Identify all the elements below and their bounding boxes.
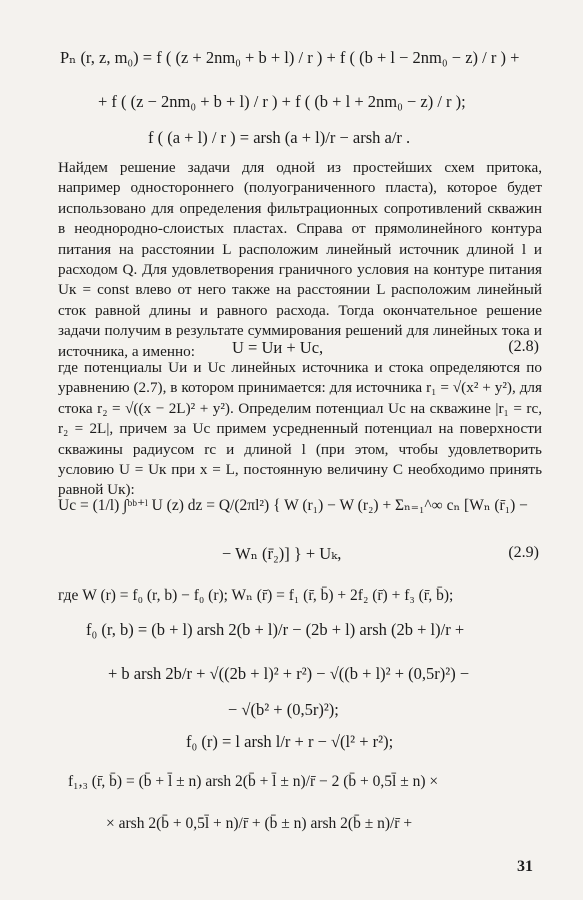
equation-f13-line1: f₁,₃ (r̄, b̄) = (b̄ + l̄ ± n) arsh 2(b̄ + l̄ ± n)/r̄ − 2 (b̄ + 0,5l̄ ± n) × — [68, 773, 439, 790]
paragraph-potentials: где потенциалы Uи и Uс линейных источника и стока определяются по уравнению (2.7), в котором принимается: для источника r₁ = √(x² + y²), для стока r₂ = √((x − 2L)² + y²). Определим потенциал Uс на скважине |r₁ = rс, r₂ = 2L|, причем за Uс примем усредненный потенциал на поверхности скважины радиусом rс и длиной l (при этом, чтобы удовлетворить условию U = Uк при x = L, постоянную величину C необходимо принять равной Uк): — [58, 359, 542, 499]
equation-pn-line2: + f ( (z − 2nm₀ + b + l) / r ) + f ( (b + l + 2nm₀ − z) / r ); — [98, 92, 466, 111]
page-number: 31 — [517, 858, 533, 875]
equation-number-2-9: (2.9) — [508, 544, 539, 561]
equation-w-definition: где W (r) = f₀ (r, b) − f₀ (r); Wₙ (r̄) = f₁ (r̄, b̄) + 2f₂ (r̄) + f₃ (r̄, b̄); — [58, 587, 454, 604]
equation-f0r: f₀ (r) = l arsh l/r + r − √(l² + r²); — [186, 732, 394, 751]
equation-f-definition: f ( (a + l) / r ) = arsh (a + l)/r − arsh a/r . — [148, 128, 411, 147]
equation-f0-line1: f₀ (r, b) = (b + l) arsh 2(b + l)/r − (2b + l) arsh (2b + l)/r + — [86, 620, 465, 639]
equation-2-9-line1: Uс = (1/l) ∫ᵇᵇ⁺ˡ U (z) dz = Q/(2πl²) { W (r₁) − W (r₂) + Σₙ₌₁^∞ cₙ [Wₙ (r̄₁) − — [58, 497, 528, 514]
equation-2-9-line2: − Wₙ (r̄₂)] } + Uₖ, — [222, 544, 342, 563]
equation-f0-line2: + b arsh 2b/r + √((2b + l)² + r²) − √((b + l)² + (0,5r)²) − — [108, 664, 470, 683]
equation-2-8: U = Uи + Uс, — [232, 338, 324, 357]
equation-f0-line3: − √(b² + (0,5r)²); — [228, 700, 339, 719]
paragraph-solution-scheme: Найдем решение задачи для одной из простейших схем притока, например одностороннего (полуограниченного пласта), которое будет использовано для определения фильтрационных сопротивлений скважин в неоднородно-слоистых пластах. Справа от прямолинейного контура питания на расстоянии L расположим линейный источник длиной l и расходом Q. Для удовлетворения граничного условия на контуре питания Uк = const влево от него также на расстоянии L расположим линейный сток равной длины и равного расхода. Тогда окончательное решение задачи получим в результате суммирования решений для линейных тока и источника, а именно: — [58, 159, 542, 360]
equation-number-2-8: (2.8) — [508, 338, 539, 355]
equation-f13-line2: × arsh 2(b̄ + 0,5l̄ + n)/r̄ + (b̄ ± n) arsh 2(b̄ ± n)/r̄ + — [106, 815, 413, 832]
equation-pn-line1: Pₙ (r, z, m₀) = f ( (z + 2nm₀ + b + l) / r ) + f ( (b + l − 2nm₀ − z) / r ) + — [60, 48, 520, 67]
